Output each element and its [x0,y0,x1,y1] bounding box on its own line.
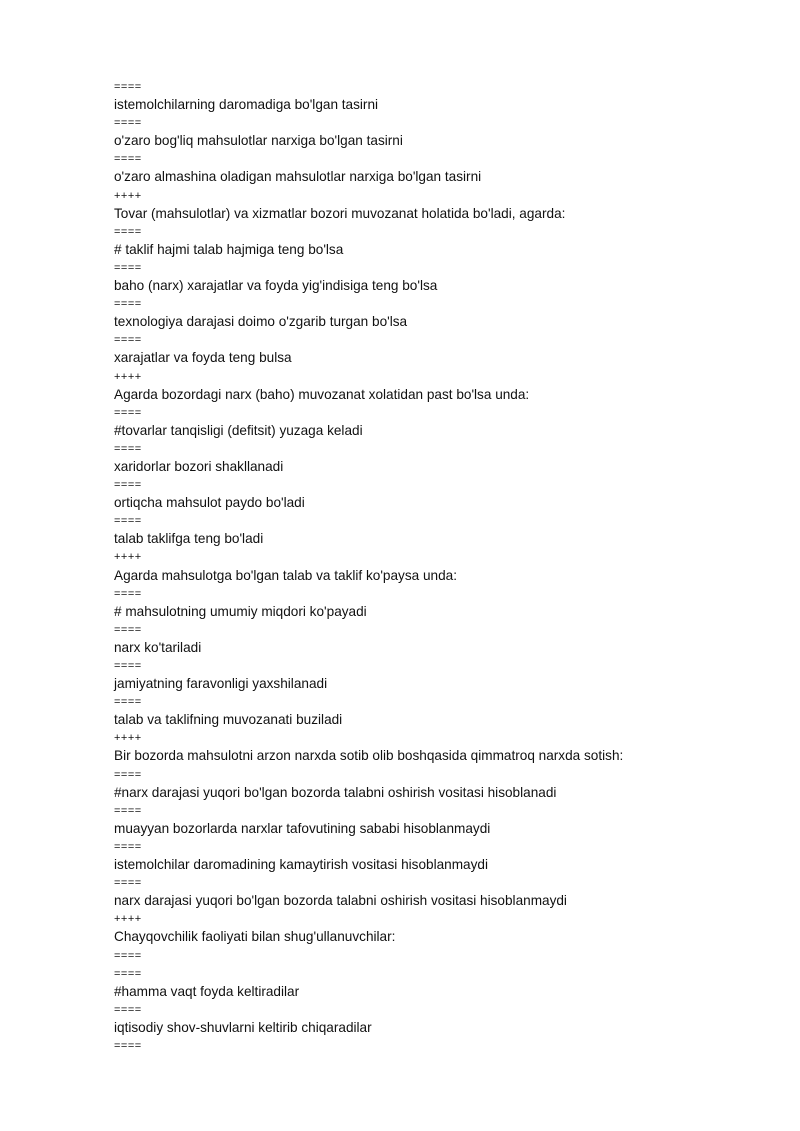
text-line: #tovarlar tanqisligi (defitsit) yuzaga keladi [114,422,363,438]
separator-line: ++++ [114,189,142,202]
text-line: Agarda mahsulotga bo'lgan talab va taklif ko'paysa unda: [114,567,457,583]
text-line: # taklif hajmi talab hajmiga teng bo'lsa [114,241,344,257]
separator-line: ==== [114,298,142,311]
text-line: talab taklifga teng bo'ladi [114,531,264,547]
separator-line: ==== [114,623,142,636]
text-line: Tovar (mahsulotlar) va xizmatlar bozori muvozanat holatida bo'ladi, agarda: [114,205,566,221]
text-line: narx ko'tariladi [114,639,202,655]
separator-line: ==== [114,768,142,781]
separator-line: ==== [114,804,142,817]
text-line: Chayqovchilik faoliyati bilan shug'ullanuvchilar: [114,929,396,945]
separator-line: ==== [114,967,142,980]
separator-line: ++++ [114,370,142,383]
separator-line: ==== [114,660,142,672]
text-line: narx darajasi yuqori bo'lgan bozorda talabni oshirish vositasi hisoblanmaydi [114,893,567,909]
text-line: #narx darajasi yuqori bo'lgan bozorda talabni oshirish vositasi hisoblanadi [114,784,557,800]
separator-line: ==== [114,479,142,492]
document-body [114,78,754,1055]
text-line: # mahsulotning umumiy miqdori ko'payadi [114,603,367,619]
separator-line: ==== [114,587,142,600]
text-line: iqtisodiy shov-shuvlarni keltirib chiqaradilar [114,1019,372,1035]
text-line: baho (narx) xarajatlar va foyda yig'indisiga teng bo'lsa [114,278,438,294]
text-line: istemolchilar daromadining kamaytirish vositasi hisoblanmaydi [114,857,488,873]
text-line: o'zaro bog'liq mahsulotlar narxiga bo'lgan tasirni [114,133,403,149]
text-line: o'zaro almashina oladigan mahsulotlar narxiga bo'lgan tasirni [114,169,482,185]
text-line: istemolchilarning daromadiga bo'lgan tasirni [114,97,379,113]
separator-line: ==== [114,117,142,130]
text-line: Agarda bozordagi narx (baho) muvozanat xolatidan past bo'lsa unda: [114,386,530,402]
separator-line: ==== [114,81,142,93]
text-line: #hamma vaqt foyda keltiradilar [114,983,300,999]
separator-line: ==== [114,261,142,274]
text-line: talab va taklifning muvozanati buziladi [114,712,343,728]
text-line: texnologiya darajasi doimo o'zgarib turgan bo'lsa [114,314,408,330]
separator-line: ==== [114,225,142,238]
separator-line: ==== [114,1003,142,1016]
separator-line: ==== [114,696,142,709]
separator-line: ==== [114,442,142,455]
separator-line: ==== [114,334,142,347]
separator-line: ==== [114,406,142,419]
separator-line: ==== [114,1039,142,1052]
text-line: xaridorlar bozori shakllanadi [114,458,284,474]
text-line: ortiqcha mahsulot paydo bo'ladi [114,495,305,511]
text-line: Bir bozorda mahsulotni arzon narxda sotib olib boshqasida qimmatroq narxda sotish: [114,748,624,764]
separator-line: ==== [114,840,142,853]
separator-line: ==== [114,877,142,890]
text-line: xarajatlar va foyda teng bulsa [114,350,292,366]
separator-line: ==== [114,153,142,166]
separator-line: ++++ [114,551,142,564]
text-line: jamiyatning faravonligi yaxshilanadi [114,676,328,692]
separator-line: ==== [114,949,142,962]
separator-line: ==== [114,515,142,528]
separator-line: ++++ [114,913,142,926]
text-line: muayyan bozorlarda narxlar tafovutining sababi hisoblanmaydi [114,820,491,836]
separator-line: ++++ [114,732,142,745]
